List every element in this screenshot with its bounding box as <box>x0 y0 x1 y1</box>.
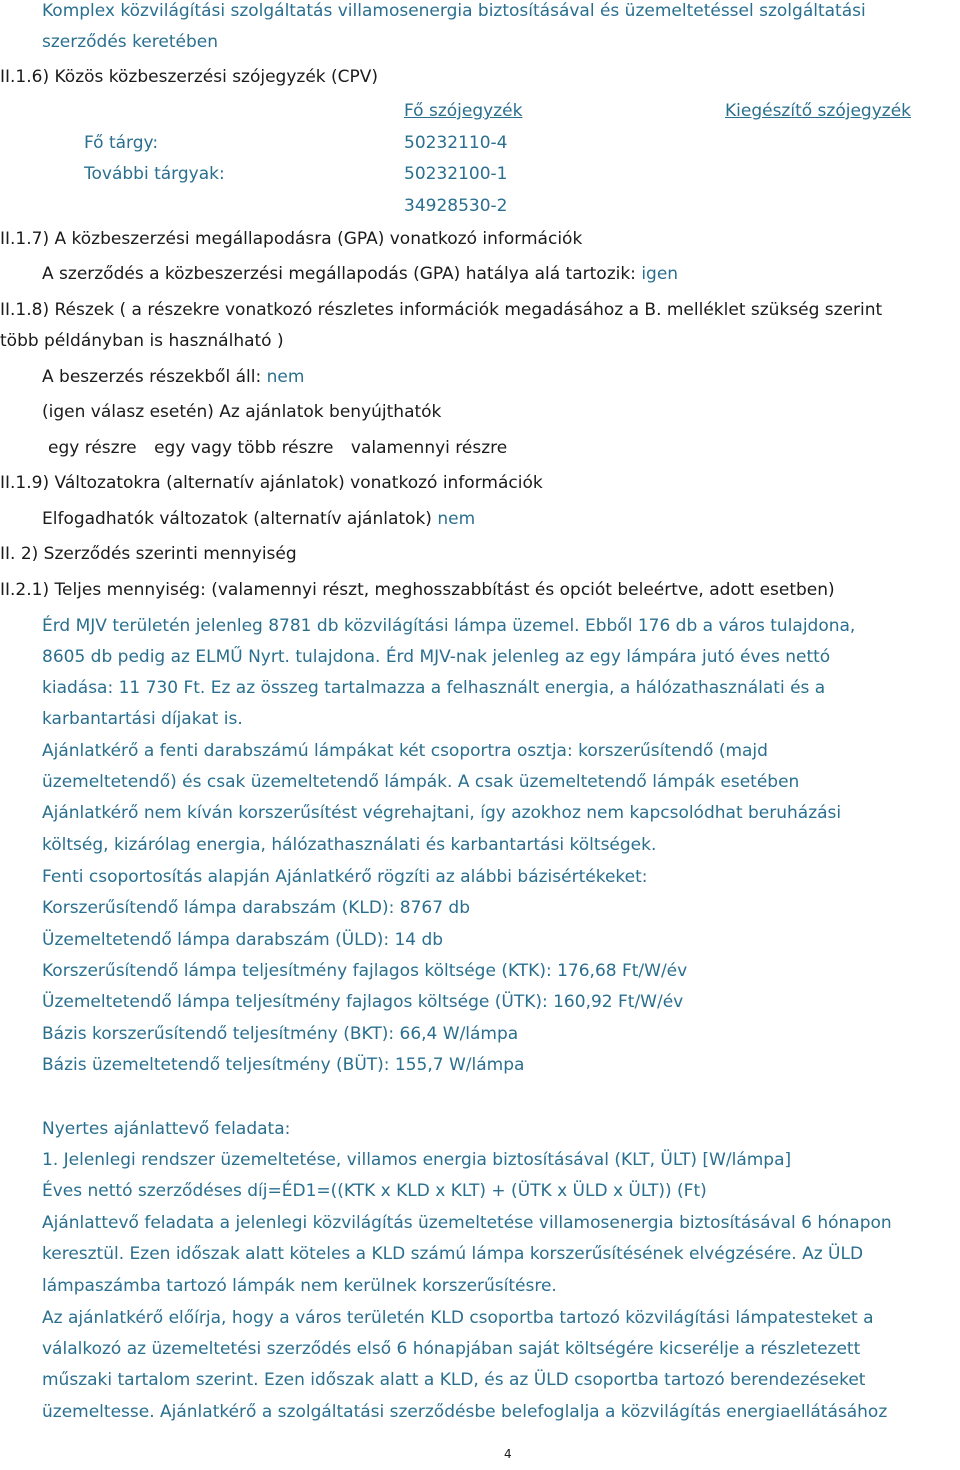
task-line: Nyertes ajánlattevő feladata: <box>42 1119 291 1139</box>
body-line: Ajánlatkérő nem kíván korszerűsítést végrehajtani, így azokhoz nem kapcsolódhat beruházási <box>42 803 842 823</box>
gpa-value: igen <box>641 264 679 284</box>
task-line: Ajánlattevő feladata a jelenlegi közvilágítás üzemeltetése villamosenergia biztosításával 6 hónapon <box>42 1213 892 1233</box>
cpv-main-vocabulary-header: Fő szójegyzék <box>404 101 523 121</box>
task-line: Az ajánlatkérő előírja, hogy a város területén KLD csoportba tartozó közvilágítási lámpatesteket a <box>42 1308 874 1328</box>
parts-value: nem <box>266 367 305 387</box>
task-line: keresztül. Ezen időszak alatt köteles a KLD számú lámpa korszerűsítésének elvégzésére. Az ÜLD <box>42 1244 864 1264</box>
page-number: 4 <box>504 1447 512 1461</box>
body-line: 8605 db pedig az ELMŰ Nyrt. tulajdona. Érd MJV-nak jelenleg az egy lámpára jutó éves nettó <box>42 647 831 667</box>
cpv-other-objects-label: További tárgyak: <box>84 164 225 184</box>
parts-note: (igen válasz esetén) Az ajánlatok benyújthatók <box>42 402 442 422</box>
task-line: 1. Jelenlegi rendszer üzemeltetése, villamos energia biztosításával (KLT, ÜLT) [W/lámpa] <box>42 1150 792 1170</box>
body-line: karbantartási díjakat is. <box>42 709 243 729</box>
parts-heading-line-1: II.1.8) Részek ( a részekre vonatkozó részletes információk megadásához a B. melléklet szükség szerint <box>0 300 883 320</box>
body-line: kiadása: 11 730 Ft. Ez az összeg tartalmazza a felhasznált energia, a hálózathasználati és a <box>42 678 826 698</box>
body-line: Érd MJV területén jelenleg 8781 db közvilágítási lámpa üzemel. Ebből 176 db a város tulajdona, <box>42 616 856 636</box>
task-line: válalkozó az üzemeltetési szerződés első 6 hónapjában saját költségére kicserélje a részletezett <box>42 1339 861 1359</box>
body-line: Fenti csoportosítás alapján Ajánlatkérő rögzíti az alábbi bázisértékeket: <box>42 867 648 887</box>
body-line: Korszerűsítendő lámpa darabszám (KLD): 8767 db <box>42 898 471 918</box>
cpv-main-object-code: 50232110-4 <box>404 133 508 153</box>
body-line: Üzemeltetendő lámpa teljesítmény fajlagos költsége (ÜTK): 160,92 Ft/W/év <box>42 992 684 1012</box>
cpv-other-code-2: 34928530-2 <box>404 196 508 216</box>
parts-options <box>48 437 519 459</box>
body-line: üzemeltetendő) és csak üzemeltetendő lámpák. A csak üzemeltetendő lámpák esetében <box>42 772 800 792</box>
gpa-label: A szerződés a közbeszerzési megállapodás (GPA) hatálya alá tartozik: <box>42 264 636 284</box>
cpv-heading: II.1.6) Közös közbeszerzési szójegyzék (CPV) <box>0 67 379 87</box>
parts-statement <box>42 366 304 388</box>
parts-label: A beszerzés részekből áll: <box>42 367 262 387</box>
body-line: Bázis üzemeltetendő teljesítmény (BÜT): 155,7 W/lámpa <box>42 1055 525 1075</box>
variants-statement <box>42 508 475 530</box>
task-line: üzemeltesse. Ajánlatkérő a szolgáltatási szerződésbe belefoglalja a közvilágítás energiaellátásához <box>42 1402 888 1422</box>
body-line: Bázis korszerűsítendő teljesítmény (BKT): 66,4 W/lámpa <box>42 1024 519 1044</box>
parts-option-all: valamennyi részre <box>350 438 508 458</box>
variants-value: nem <box>437 509 476 529</box>
cpv-other-code-1: 50232100-1 <box>404 164 508 184</box>
task-line: műszaki tartalom szerint. Ezen időszak alatt a KLD, és az ÜLD csoportba tartozó berendezéseket <box>42 1370 866 1390</box>
task-line: lámpaszámba tartozó lámpák nem kerülnek korszerűsítésre. <box>42 1276 557 1296</box>
variants-label: Elfogadhatók változatok (alternatív ajánlatok) <box>42 509 432 529</box>
parts-option-one: egy részre <box>48 438 137 458</box>
parts-heading-line-2: több példányban is használható ) <box>0 331 284 351</box>
contract-title-line-2: szerződés keretében <box>42 32 218 52</box>
gpa-statement <box>42 263 678 285</box>
task-line: Éves nettó szerződéses díj=ÉD1=((KTK x KLD x KLT) + (ÜTK x ÜLD x ÜLT)) (Ft) <box>42 1181 707 1201</box>
body-line: Korszerűsítendő lámpa teljesítmény fajlagos költsége (KTK): 176,68 Ft/W/év <box>42 961 688 981</box>
quantity-heading: II. 2) Szerződés szerinti mennyiség <box>0 544 297 564</box>
cpv-supplementary-vocabulary-header: Kiegészítő szójegyzék <box>725 101 911 121</box>
contract-title-line-1: Komplex közvilágítási szolgáltatás villamosenergia biztosításával és üzemeltetéssel szolgáltatási <box>42 1 866 21</box>
body-line: költség, kizárólag energia, hálózathasználati és karbantartási költségek. <box>42 835 657 855</box>
variants-heading: II.1.9) Változatokra (alternatív ajánlatok) vonatkozó információk <box>0 473 543 493</box>
cpv-main-object-label: Fő tárgy: <box>84 133 159 153</box>
body-line: Ajánlatkérő a fenti darabszámú lámpákat két csoportra osztja: korszerűsítendő (majd <box>42 741 768 761</box>
quantity-sub-heading: II.2.1) Teljes mennyiség: (valamennyi részt, meghosszabbítást és opciót beleértve, adott esetben) <box>0 580 835 600</box>
gpa-heading: II.1.7) A közbeszerzési megállapodásra (GPA) vonatkozó információk <box>0 229 583 249</box>
body-line: Üzemeltetendő lámpa darabszám (ÜLD): 14 db <box>42 930 444 950</box>
parts-option-one-or-more: egy vagy több részre <box>154 438 334 458</box>
